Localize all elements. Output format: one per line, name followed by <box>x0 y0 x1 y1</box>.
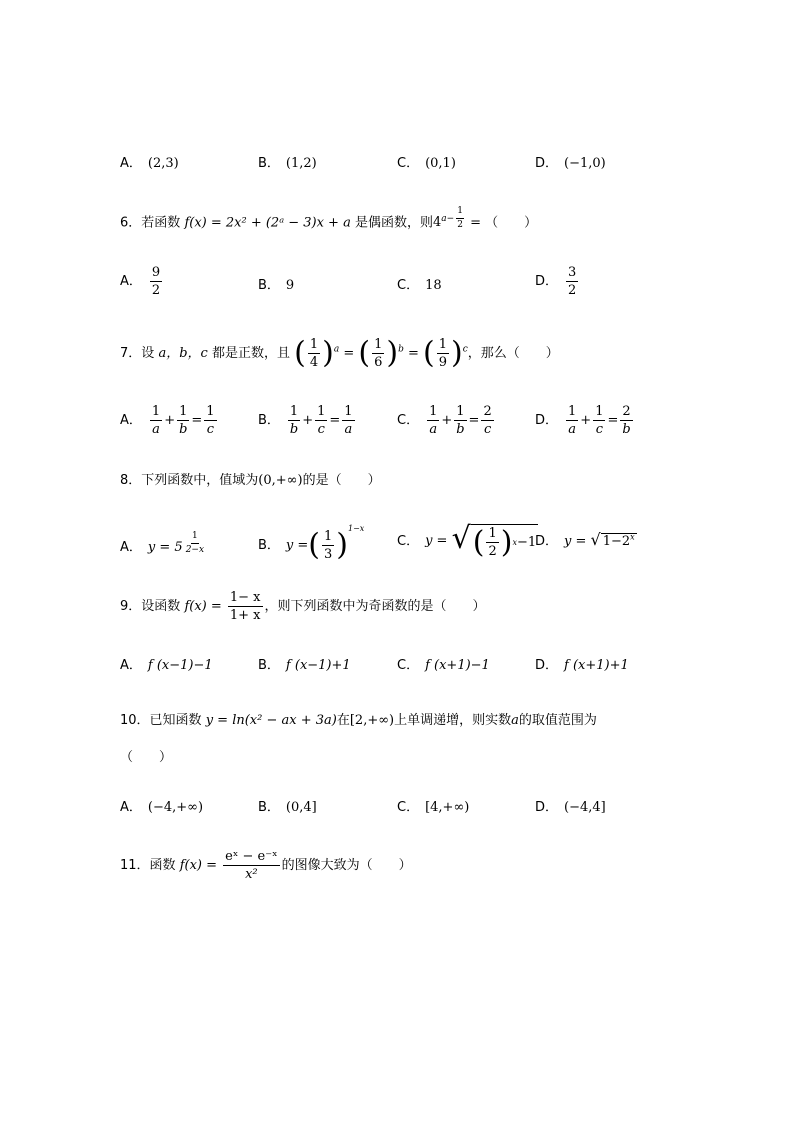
q8-stem: 8．下列函数中，值域为(0,+∞)的是（ ） <box>120 473 381 488</box>
q5-option-d[interactable]: D． (−1,0) <box>535 156 606 171</box>
q10-option-b[interactable]: B． (0,4] <box>258 800 317 815</box>
q10-option-d[interactable]: D． (−4,4] <box>535 800 606 815</box>
q8-option-d[interactable]: D． y = √ $1-2^x$ <box>535 530 635 549</box>
q7-option-c[interactable]: C． $\frac{1}{a}$ + $\frac{1}{b}$ = $\frac{2}{c}$ <box>397 404 492 437</box>
q10-option-a[interactable]: A． (−4,+∞) <box>120 800 204 815</box>
q9-option-a[interactable]: A． f (x−1)−1 <box>120 658 213 673</box>
q7-stem: 7．设 a，b，c 都是正数，且 ( $\frac{1}{4}$ )$^a$ = ( $\frac{1}{6}$ )$^b$ = ( $\frac{1}{9}$ )$^c$，那么（ ） <box>120 335 559 371</box>
q8-option-a[interactable]: A． y = 5 $^{\frac{1}{2-x}}$ <box>120 531 205 555</box>
q7-option-a[interactable]: A． $\frac{1}{a}$ + $\frac{1}{b}$ = $\frac{1}{c}$ <box>120 404 215 437</box>
q8-option-c[interactable]: C． y = √ ( $\frac{1}{2}$ ) x −1 <box>397 521 537 560</box>
q9-stem: 9．设函数 f(x) = $\frac{1- x}{1+ x}$ ，则下列函数中为奇函数的是（ ） <box>120 590 486 623</box>
q10-stem: 10．已知函数 y = ln(x² − ax + 3a)在[2,+∞)上单调递增，则实数a的取值范围为 <box>120 713 597 728</box>
q9-option-b[interactable]: B． f (x−1)+1 <box>258 658 351 673</box>
q10-option-c[interactable]: C． [4,+∞) <box>397 800 470 815</box>
q7-option-d[interactable]: D． $\frac{1}{a}$ + $\frac{1}{c}$ = $\frac{2}{b}$ <box>535 404 631 437</box>
q7-option-b[interactable]: B． $\frac{1}{b}$ + $\frac{1}{c}$ = $\frac{1}{a}$ <box>258 404 353 437</box>
q6-function: f(x) = 2x² + (2ᵃ − 3)x + a <box>184 215 351 231</box>
q6-stem: 6．若函数 f(x) = 2x² + (2ᵃ − 3)x + a 是偶函数，则$4^{a- \frac{1}{2}}$ = （ ） <box>120 206 538 231</box>
q5-option-a[interactable]: A． (2,3) <box>120 156 179 171</box>
q6-option-d[interactable]: D． $\frac{3}{2}$ <box>535 265 577 298</box>
q5-option-b[interactable]: B． (1,2) <box>258 156 317 171</box>
q9-option-c[interactable]: C． f (x+1)−1 <box>397 658 490 673</box>
q8-option-b[interactable]: B． y =( $\frac{1}{3}$ )$^{1-x}$ <box>258 524 365 563</box>
q11-stem: 11．函数 f(x) = $\frac{\text{eˣ − e⁻ˣ}}{\text{x²}}$ 的图像大致为（ ） <box>120 849 412 882</box>
q9-option-d[interactable]: D． f (x+1)+1 <box>535 658 629 673</box>
q6-option-c[interactable]: C． 18 <box>397 278 442 293</box>
q5-option-c[interactable]: C． (0,1) <box>397 156 456 171</box>
q10-answer-bracket: （ ） <box>120 750 173 765</box>
q6-option-a[interactable]: A． $\frac{9}{2}$ <box>120 265 161 298</box>
q6-option-b[interactable]: B． 9 <box>258 278 295 293</box>
q6-power: $4^{a- \frac{1}{2}}$ <box>432 206 463 231</box>
